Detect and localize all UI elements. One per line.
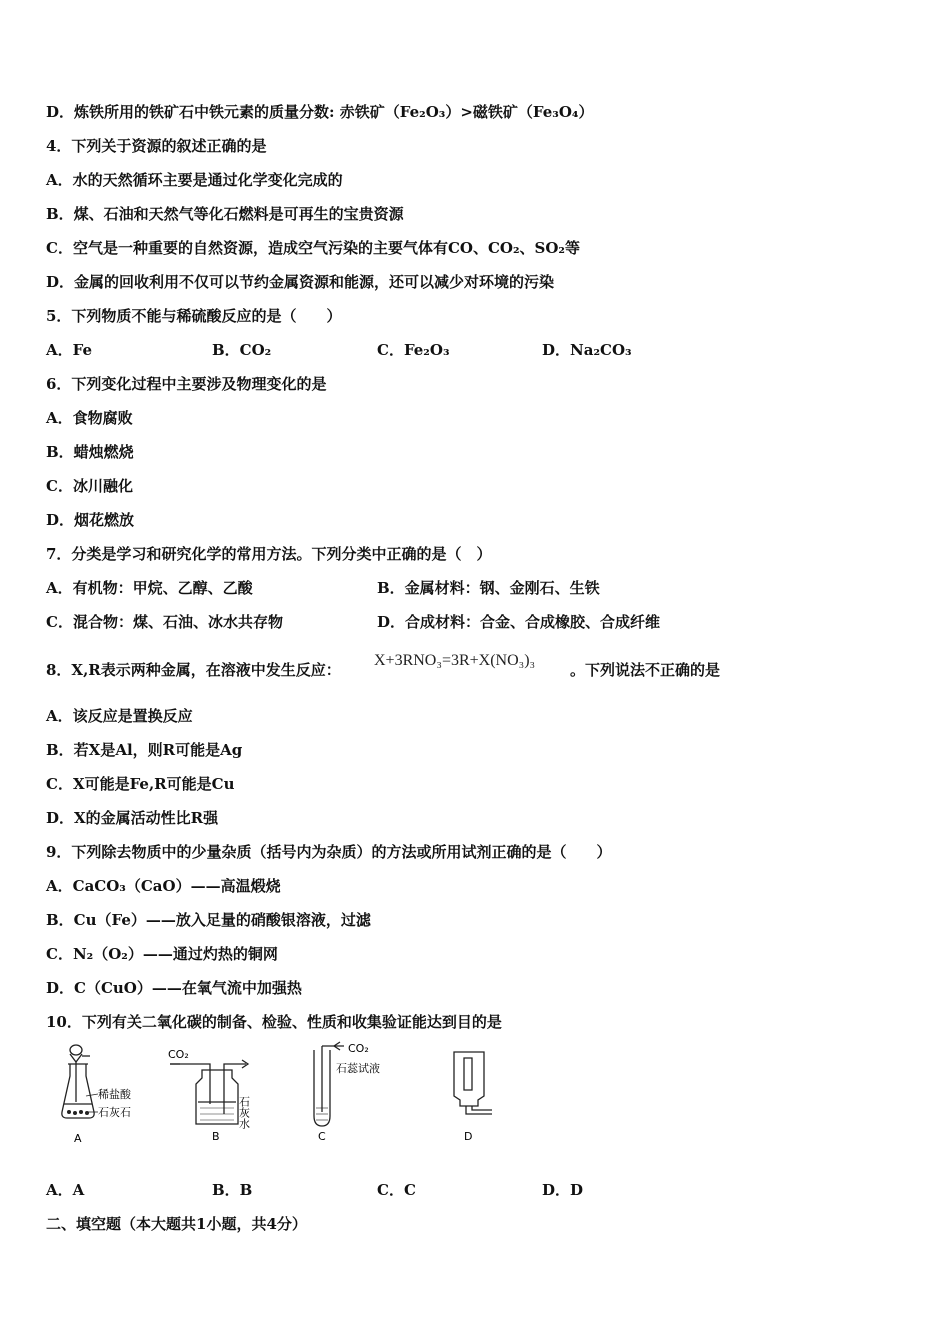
q4-option-c: C．空气是一种重要的自然资源，造成空气污染的主要气体有CO、CO₂、SO₂等 [46,239,580,257]
q9-option-a: A．CaCO₃（CaO）——高温煅烧 [46,877,281,895]
q9-option-c: C．N₂（O₂）——通过灼热的铜网 [46,945,278,963]
question-4: 4．下列关于资源的叙述正确的是 [46,137,267,155]
figure-a-caption: A [74,1132,82,1145]
q5-option-a: A．Fe [46,341,93,359]
q4-option-b: B．煤、石油和天然气等化石燃料是可再生的宝贵资源 [46,205,404,223]
line-q3-option-d: D．炼铁所用的铁矿石中铁元素的质量分数: 赤铁矿（Fe₂O₃）>磁铁矿（Fe₃O₄） [46,103,594,121]
q9-option-b: B．Cu（Fe）——放入足量的硝酸银溶液，过滤 [46,911,371,929]
figure-b-side-label: 石灰水 [237,1096,251,1129]
figure-b-caption: B [212,1130,220,1143]
figure-c-caption: C [318,1130,326,1143]
q6-option-d: D．烟花燃放 [46,511,135,529]
figure-c-label: 石蕊试液 [336,1062,380,1075]
figure-a-label-stone: 石灰石 [98,1106,131,1119]
q10-option-a: A．A [46,1181,85,1199]
figure-b-wash-bottle [166,1040,266,1150]
section-2-heading: 二、填空题（本大题共1小题，共4分） [46,1215,307,1233]
q10-option-c: C．C [377,1181,416,1199]
q5-option-d: D．Na₂CO₃ [542,341,632,359]
figure-c-test-tube [308,1040,398,1150]
q8-option-c: C．X可能是Fe,R可能是Cu [46,775,235,793]
question-6: 6．下列变化过程中主要涉及物理变化的是 [46,375,327,393]
question-8-suffix: 。下列说法不正确的是 [570,661,721,679]
q6-option-a: A．食物腐败 [46,409,133,427]
q7-option-d: D．合成材料：合金、合成橡胶、合成纤维 [377,613,661,631]
figure-a-flask-apparatus [56,1040,146,1150]
q9-option-d: D．C（CuO）——在氧气流中加强热 [46,979,302,997]
figure-d-caption: D [464,1130,473,1143]
q6-option-c: C．冰川融化 [46,477,133,495]
q7-option-a: A．有机物：甲烷、乙醇、乙酸 [46,579,253,597]
q7-option-b: B．金属材料：钢、金刚石、生铁 [377,579,600,597]
figure-a-label-acid: 稀盐酸 [98,1088,131,1101]
question-7: 7．分类是学习和研究化学的常用方法。下列分类中正确的是（ ） [46,545,492,563]
figure-d-collection-bottle [444,1040,504,1150]
q8-equation: X+3RNO₃=3R+X(NO₃)₃ [374,652,536,669]
q5-option-b: B．CO₂ [212,341,272,359]
q6-option-b: B．蜡烛燃烧 [46,443,134,461]
question-5: 5．下列物质不能与稀硫酸反应的是（ ） [46,307,342,325]
question-10: 10．下列有关二氧化碳的制备、检验、性质和收集验证能达到目的是 [46,1013,502,1031]
q10-option-d: D．D [542,1181,584,1199]
figure-b-co2: CO₂ [168,1048,189,1061]
q10-option-b: B．B [212,1181,253,1199]
q7-option-c: C．混合物：煤、石油、冰水共存物 [46,613,283,631]
q4-option-a: A．水的天然循环主要是通过化学变化完成的 [46,171,343,189]
q8-option-d: D．X的金属活动性比R强 [46,809,219,827]
q4-option-d: D．金属的回收利用不仅可以节约金属资源和能源，还可以减少对环境的污染 [46,273,555,291]
figure-c-co2: CO₂ [348,1042,369,1055]
q5-option-c: C．Fe₂O₃ [377,341,450,359]
question-9: 9．下列除去物质中的少量杂质（括号内为杂质）的方法或所用试剂正确的是（ ） [46,843,612,861]
q8-option-b: B．若X是Al，则R可能是Ag [46,741,243,759]
q8-option-a: A．该反应是置换反应 [46,707,193,725]
question-8-prefix: 8．X,R表示两种金属，在溶液中发生反应： [46,661,341,679]
